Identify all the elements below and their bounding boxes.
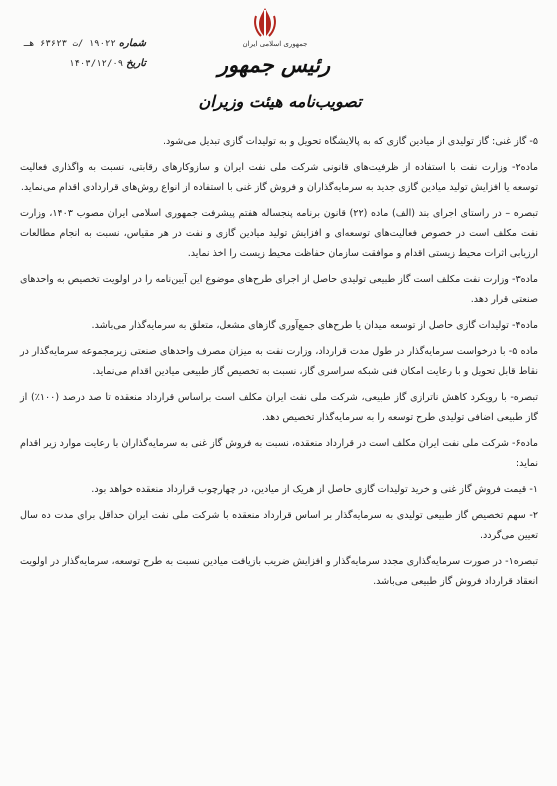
president-title: رئیس جمهور — [217, 52, 331, 77]
document-number — [6, 38, 146, 49]
paragraph-article-6-note-1: تبصره۱- در صورت سرمایه‌گذاری مجدد سرمایه‌گذار و افزایش ضریب بازیافت میادین نسبت به طرح توسعه، سرمایه‌گذار در اولویت انعقاد قرارداد فروش گاز طبیعی می‌باشد. — [20, 556, 538, 587]
republic-title: جمهوری اسلامی ایران — [242, 40, 308, 48]
paragraph-article-5: ماده ۵- با درخواست سرمایه‌گذار در طول مدت قرارداد، وزارت نفت به میزان مصرف واحدهای صنعتی زیرمجموعه سرمایه‌گذار در نقاط قابل تحویل و با رعایت امکان فنی شبکه سراسری گاز، نسبت به تخصیص گاز طبیعی میادین اقدام می‌نماید. — [20, 346, 538, 377]
number-value: ۱۹۰۲۲ /ت ۶۳۶۲۳ هـ — [23, 39, 116, 49]
date-value: ۱۴۰۳/۱۲/۰۹ — [69, 59, 124, 69]
date-label: تاریخ — [126, 58, 146, 69]
paragraph-article-2: ماده۲- وزارت نفت با استفاده از ظرفیت‌های قانونی شرکت ملی نفت ایران و سازوکارهای رقابتی، نسبت به واگذاری فعالیت توسعه یا افزایش تولید میادین گازی جدید به سرمایه‌گذاران و فروش گاز غنی با استفاده از انواع روش‌های قراردادی اقدام می‌نماید. — [20, 162, 538, 193]
paragraph-article-6-item-2: ۲- سهم تخصیص گاز طبیعی تولیدی به سرمایه‌گذار بر اساس قرارداد منعقده با شرکت ملی نفت ایران حداقل برای مدت ده سال تعیین می‌گردد. — [20, 510, 538, 541]
paragraph-gas-definition: ۵- گاز غنی: گاز تولیدی از میادین گازی که به پالایشگاه تحویل و به تولیدات گازی تبدیل می‌شود. — [162, 136, 538, 147]
document-body — [20, 132, 538, 598]
paragraph-article-5-note: تبصره- با رویکرد کاهش ناترازی گاز طبیعی، شرکت ملی نفت ایران مکلف است براساس قرارداد منعقده تا صد درصد (۱۰۰٪) از گاز طبیعی اضافی تولیدی طرح توسعه را به سرمایه‌گذار تخصیص دهد. — [20, 392, 539, 423]
paragraph-article-3: ماده۳- وزارت نفت مکلف است گاز طبیعی تولیدی حاصل از اجرای طرح‌های موضوع این آیین‌نامه را در اولویت تخصیص به واحدهای صنعتی قرار دهد. — [20, 274, 538, 305]
paragraph-article-4: ماده۴- تولیدات گازی حاصل از توسعه میدان یا طرح‌های جمع‌آوری گازهای مشعل، متعلق به سرمایه‌گذار می‌باشد. — [91, 320, 538, 331]
paragraph-article-6-item-1: ۱- قیمت فروش گاز غنی و خرید تولیدات گازی حاصل از هریک از میادین، در چهارچوب قرارداد منعقده خواهد بود. — [91, 484, 538, 495]
paragraph-article-2-note: تبصره – در راستای اجرای بند (الف) ماده (۲۲) قانون برنامه پنجساله هفتم پیشرفت جمهوری اسلامی ایران مصوب ۱۴۰۳، وزارت نفت مکلف است در خصوص فعالیت‌های توسعه‌ای و افزایش تولید میادین گازی و نفت در هر مقیاس، نسبت به انجام مطالعات ارزیابی اثرات محیط زیستی اقدام و موافقت سازمان حفاظت محیط زیست را اخذ نماید. — [20, 208, 538, 259]
approval-title: تصویب‌نامه هیئت وزیران — [198, 92, 362, 111]
paragraph-article-6: ماده۶- شرکت ملی نفت ایران مکلف است در قرارداد منعقده، نسبت به فروش گاز غنی به سرمایه‌گذاران با رعایت موارد زیر اقدام نماید: — [20, 438, 538, 469]
number-label: شماره — [118, 38, 146, 49]
emblem-icon — [252, 6, 278, 40]
document-date — [6, 58, 146, 69]
